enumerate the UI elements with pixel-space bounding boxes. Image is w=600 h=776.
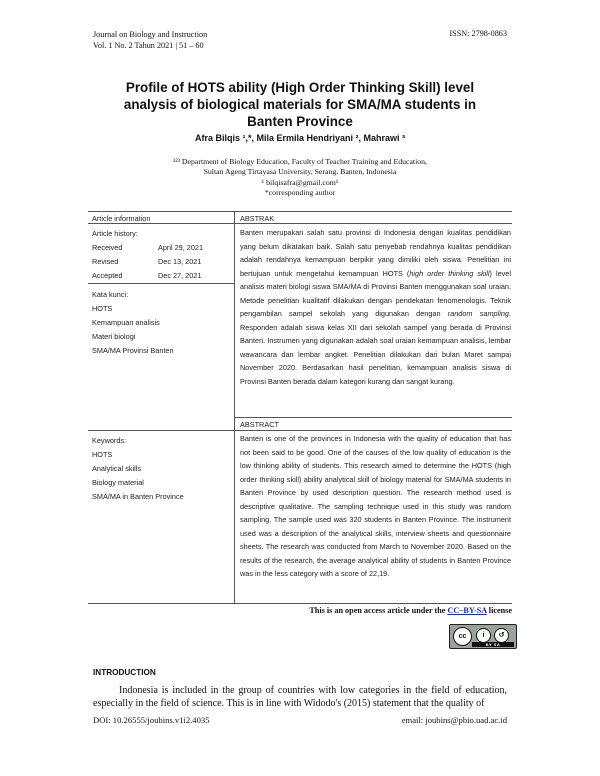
keyword-item: SMA/MA in Banten Province bbox=[92, 492, 184, 501]
accepted-label: Accepted bbox=[92, 271, 123, 280]
abstract-header-rule bbox=[88, 430, 512, 431]
header-rule bbox=[88, 223, 512, 224]
abstrak-heading: ABSTRAK bbox=[240, 214, 275, 223]
keywords-list bbox=[92, 434, 184, 504]
kata-kunci-item: Kemampuan analisis bbox=[92, 318, 160, 327]
received-label: Received bbox=[92, 243, 123, 252]
kata-kunci-item: HOTS bbox=[92, 304, 113, 313]
revised-label: Revised bbox=[92, 257, 119, 266]
keyword-item: Analytical skills bbox=[92, 464, 142, 473]
history-label: Article history: bbox=[92, 229, 138, 238]
affiliation-dept: ¹²³ Department of Biology Education, Faculty of Teacher Training and Education, bbox=[172, 157, 428, 166]
abstract-text: Banten is one of the provinces in Indonesia with the quality of education that has not been said to be good. One of the causes of the low quality of education is the low thinking ability of students. This research aimed to determine the HOTS (high order thinking skill) ability analytical skill of biology material for SMA/MA students in Banten Province by used description question. The research method used is descriptive qualitative. The sampling technique used in this study was random sampling. The sample used was 320 students in Banten Province. The instrument used was a description of the analytical skills, interview sheets and questionnaire sheets. The research was conducted from March to November 2020. Based on the results of the research, the average analytical ability of students in Banten Province was in the less category with a score of 22,19. bbox=[240, 434, 511, 578]
license-statement bbox=[309, 606, 512, 615]
license-suffix: license bbox=[486, 606, 512, 615]
kata-kunci-item: Materi biologi bbox=[92, 332, 136, 341]
received-date: April 29, 2021 bbox=[158, 243, 204, 252]
journal-email: email: joubins@pbio.uad.ac.id bbox=[401, 715, 507, 725]
history-rule bbox=[88, 283, 234, 284]
journal-name: Journal on Biology and Instruction bbox=[93, 30, 208, 39]
abstract-heading: ABSTRACT bbox=[240, 420, 279, 429]
cc-icon: cc bbox=[453, 627, 472, 646]
issn: ISSN: 2798-0863 bbox=[449, 29, 507, 38]
keywords-label: Keywords: bbox=[92, 436, 127, 445]
license-link[interactable]: CC–BY-SA bbox=[447, 606, 487, 615]
sa-icon: ↺ bbox=[494, 628, 509, 643]
journal-volume: Vol. 1 No. 2 Tahun 2021 | 51 – 60 bbox=[93, 41, 204, 50]
table-top-rule bbox=[88, 211, 512, 212]
doi: DOI: 10.26555/joubins.v1i2.4035 bbox=[93, 715, 210, 725]
accepted-date: Dec 27, 2021 bbox=[158, 271, 202, 280]
abstrak-italic: high order thinking skill bbox=[409, 268, 490, 278]
introduction-heading: INTRODUCTION bbox=[93, 668, 156, 677]
cc-by-sa-badge[interactable] bbox=[449, 624, 517, 649]
table-column-divider bbox=[234, 211, 235, 603]
affiliation-univ: Sultan Ageng Tirtayasa University, Serang, Banten, Indonesia bbox=[203, 167, 397, 177]
license-prefix: This is an open access article under the bbox=[309, 606, 448, 615]
revised-date: Dec 13, 2021 bbox=[158, 257, 202, 266]
affiliation-email: ¹ bilqisafra@gmail.com¹ bbox=[261, 177, 339, 187]
authors: Afra Bilqis ¹,*, Mila Ermila Hendriyani ², Mahrawi ³ bbox=[194, 133, 406, 143]
abstrak-text bbox=[240, 226, 511, 388]
paper-title: Profile of HOTS ability (High Order Thinking Skill) level analysis of biological materials for SMA/MA students in Banten Province bbox=[123, 80, 477, 129]
abstrak-italic: random sampling bbox=[447, 309, 509, 318]
corresponding-note: *corresponding author bbox=[264, 187, 336, 197]
by-icon: i bbox=[476, 628, 491, 643]
abstract-divider-rule bbox=[234, 417, 512, 418]
abstrak-part: Banten merupakan salah satu provinsi di Indonesia dengan kualitas pendidikan yang belum dikatakan baik. Salah satu penyebab rendahnya kualitas pendidikan adalah rendahnya kemampuan berpikir yang dimiliki oleh siswa. Penelitian ini bertujuan untuk mengetahui kemampuan HOTS ( bbox=[240, 228, 511, 278]
kata-kunci-list bbox=[92, 288, 174, 358]
article-info-heading: Article information bbox=[92, 214, 151, 223]
introduction-text: Indonesia is included in the group of countries with low categories in the field of education, especially in the field of science. This is in line with Widodo's (2015) statement that the quality of bbox=[93, 685, 507, 709]
abstrak-part: . Responden adalah siswa kelas XII dari sekolah sampel yang berada di Provinsi Banten. Instrumen yang digunakan adalah soal uraian kemampuan analisis, lembar wawancara dan lembar angket. Penelitian dilakukan dari bulan Maret sampai November 2020. Berdasarkan hasil penelitian, kemampuan analisis siswa di Provinsi Banten berada dalam kategori kurang dan sangat kurang. bbox=[240, 309, 511, 386]
journal-header bbox=[93, 29, 207, 51]
table-bottom-rule bbox=[88, 603, 512, 604]
kata-kunci-label: Kata kunci: bbox=[92, 290, 129, 299]
affiliation bbox=[100, 157, 500, 198]
abstrak-part: ) level analisis materi biologi siswa SMA/MA di Provinsi Banten menggunakan soal uraian. Metode penelitian kualitatif dilakukan dengan pendekatan fenomenologis. Teknik pengambilan sampel sekolah yang digunakan dengan bbox=[240, 268, 511, 318]
badge-label: BY SA bbox=[472, 642, 514, 647]
keyword-item: Biology material bbox=[92, 478, 144, 487]
kata-kunci-item: SMA/MA Provinsi Banten bbox=[92, 346, 174, 355]
keyword-item: HOTS bbox=[92, 450, 113, 459]
